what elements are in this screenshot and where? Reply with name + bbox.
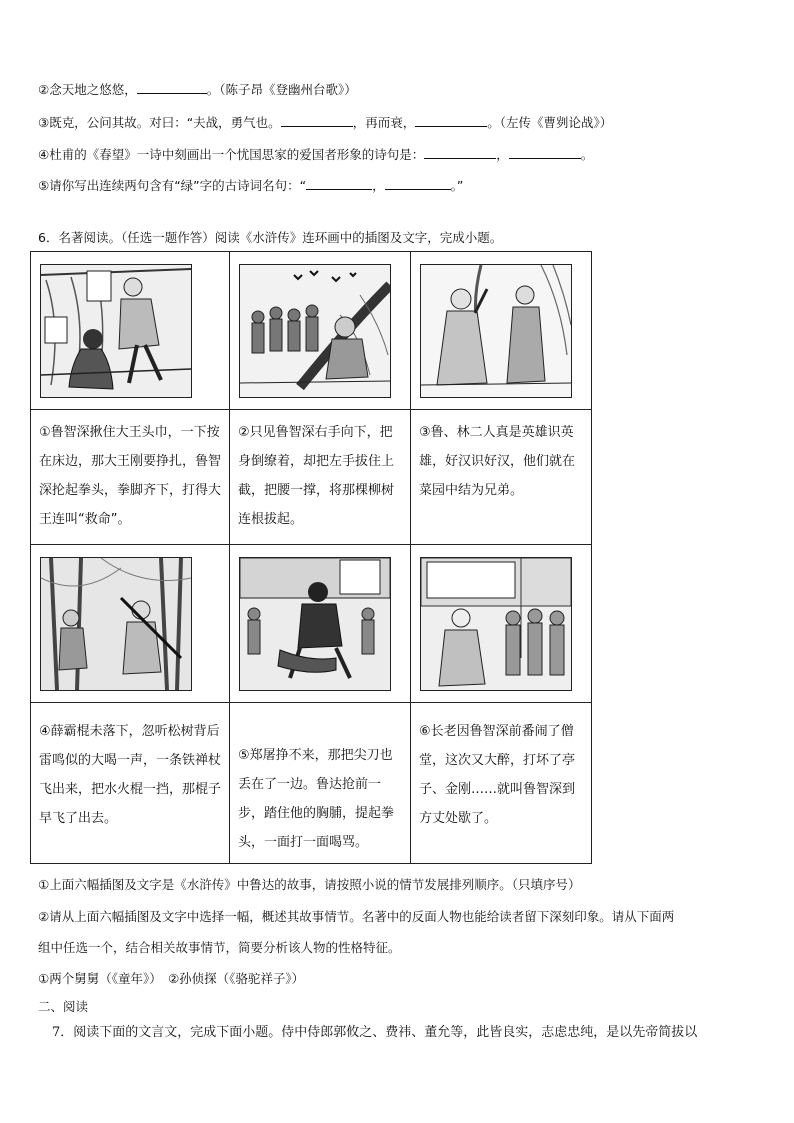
answer-blank[interactable] [137,81,207,94]
panel-caption: ⑤郑屠挣不来，那把尖刀也丢在了一边。鲁达抢前一步，踏住他的胸脯，提起拳头，一面打一面喝骂。 [238,748,395,850]
answer-blank[interactable] [281,114,353,127]
illustration-2 [239,264,391,398]
question-6-title: 6．名著阅读。（任选一题作答）阅读《水浒传》连环画中的插图及文字，完成小题。 [38,230,503,245]
panel-text-3 [411,410,592,545]
illustration-3 [420,264,572,398]
answer-blank[interactable] [424,146,496,159]
answer-blank[interactable] [509,146,581,159]
line-text: ④杜甫的《春望》一诗中刻画出一个忧国思家的爱国者形象的诗句是： [38,147,425,162]
panel-text-5 [230,703,411,864]
panel-caption: ⑥长老因鲁智深前番闹了僧堂，这次又大醉，打坏了亭子、金刚……就叫鲁智深到方丈处歇了。 [419,724,576,826]
line-text: ②念天地之悠悠， [38,82,137,97]
answer-blank[interactable] [415,114,487,127]
answer-blank[interactable] [306,177,372,190]
question-line-4 [38,146,593,164]
panel-text-1 [31,410,230,545]
question-line-3 [38,114,612,132]
line-text: ， [372,178,385,193]
section-heading: 二、阅读 [38,999,89,1014]
line-text: 。（陈子昂《登幽州台歌》） [206,82,357,97]
illustration-cell-6 [411,545,592,703]
subquestion-2-line-1: ②请从上面六幅插图及文字中选择一幅，概述其故事情节。名著中的反面人物也能给读者留下深刻印象。请从下面两 [38,909,675,924]
line-text: ， [496,147,509,162]
illustration-cell-1 [31,252,230,410]
illustration-cell-4 [31,545,230,703]
panel-caption: ②只见鲁智深右手向下，把身倒缭着，却把左手拔住上截，把腰一撑，将那棵柳树连根拔起。 [238,425,395,527]
illustration-5 [239,557,391,691]
line-text: 。 [580,147,594,162]
panel-caption: ④薛霸棍未落下，忽听松树背后雷鸣似的大喝一声，一条铁禅杖飞出来，把水火棍一挡，那棍子早飞了出去。 [39,724,222,826]
illustration-4 [40,557,192,691]
question-7: 7．阅读下面的文言文，完成下面小题。侍中侍郎郭攸之、费祎、董允等，此皆良实，志虑忠纯，是以先帝简拔以 [52,1025,698,1040]
comic-table [30,251,592,864]
panel-caption: ①鲁智深揪住大王头巾，一下按在床边，那大王刚要挣扎，鲁智深抡起拳头，拳脚齐下，打得大王连叫“救命”。 [39,425,222,527]
subquestion-1: ①上面六幅插图及文字是《水浒传》中鲁达的故事，请按照小说的情节发展排列顺序。（只填序号） [38,877,581,892]
illustration-1 [40,264,192,398]
illustration-cell-2 [230,252,411,410]
line-text: 。（左传《曹刿论战》） [487,115,613,130]
panel-text-6 [411,703,592,864]
answer-blank[interactable] [385,177,451,190]
illustration-cell-3 [411,252,592,410]
line-text: ，再而衰， [352,115,416,130]
panel-caption: ③鲁、林二人真是英雄识英雄，好汉识好汉，他们就在菜园中结为兄弟。 [419,425,576,498]
line-text: ⑤请你写出连续两句含有“绿”字的古诗词名句：“ [38,178,307,193]
line-text: 。” [450,178,464,193]
illustration-cell-5 [230,545,411,703]
subquestion-options: ①两个舅舅（《童年》） ②孙侦探（《骆驼祥子》） [38,971,305,986]
panel-text-4 [31,703,230,864]
panel-text-2 [230,410,411,545]
line-text: ③既克，公问其故。对曰：“夫战，勇气也。 [38,115,281,130]
illustration-6 [420,557,572,691]
question-line-5 [38,177,463,195]
question-line-2 [38,81,357,99]
subquestion-2-line-2: 组中任选一个，结合相关故事情节，简要分析该人物的性格特征。 [38,940,401,955]
